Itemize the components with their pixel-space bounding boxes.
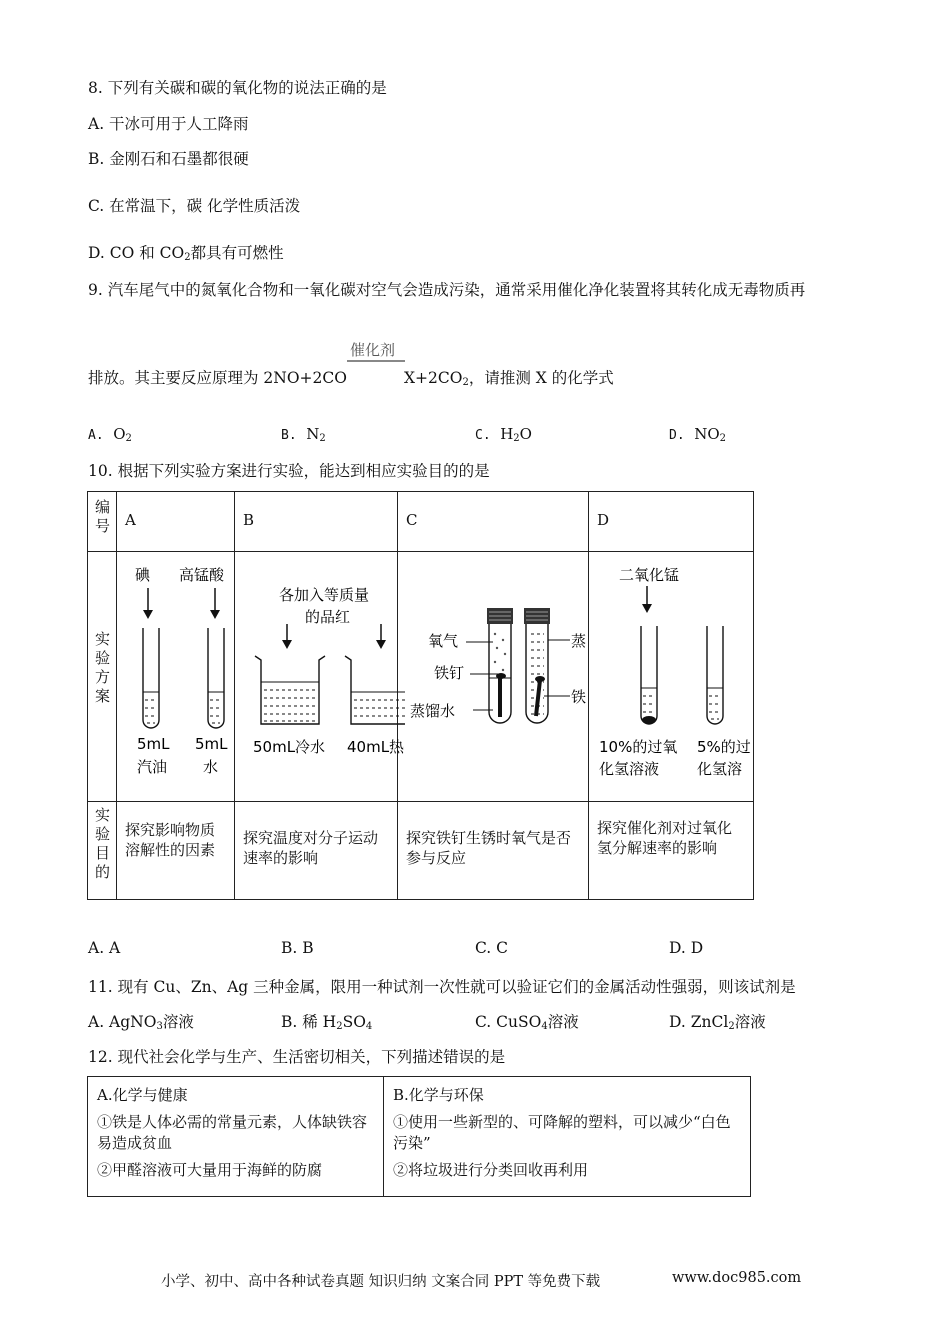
q9-option-a: A. $O_2$ [88,425,132,444]
q9-reaction-arrow-line [347,360,405,362]
fig-a-solvent-1: 汽油 [137,758,168,776]
q11-option-a: A. AgNO$_3$溶液 [88,1013,194,1032]
footer-text: 小学、初中、高中各种试卷真题 知识归纳 文案合同 PPT 等免费下载 [161,1274,601,1290]
q12-b-item-2: ②将垃圾进行分类回收再利用 [393,1161,589,1179]
figure-c-cell [398,552,589,802]
fig-a-label-iodine: 碘 [135,566,151,584]
q9-stem: 9. 汽车尾气中的氮氧化合物和一氧化碳对空气会造成污染，通常采用催化净化装置将其转化成无毒物质再 [88,281,806,299]
fig-a-label-permanganate: 高锰酸 [179,566,225,584]
q10-answer-b: B. B [281,939,314,957]
q10-answer-d: D. D [669,939,704,957]
header-cell-b: B [235,492,398,552]
figure-d-peroxide-tubes [589,552,753,801]
q10-experiment-table [87,491,754,900]
q12-a-item-1: ①铁是人体必需的常量元素，人体缺铁容易造成贫血 [97,1113,368,1152]
fig-a-volume-1: 5mL [137,735,170,753]
goal-cell-a: 探究影响物质溶解性的因素 [117,802,235,900]
fig-b-cold-water: 50mL冷水 [253,738,326,756]
fig-b-label-line2: 的品红 [305,608,351,626]
q12-b-item-1: ①使用一些新型的、可降解的塑料，可以减少“白色污染” [393,1113,731,1152]
header-cell-d: D [589,492,754,552]
q12-a-title: A.化学与健康 [97,1086,188,1104]
fig-b-label-line1: 各加入等质量 [279,586,370,604]
q12-cell-b [384,1077,751,1197]
q11-option-b: B. 稀 $H_2SO_4$ [281,1013,373,1032]
footer-site: www.doc985.com [672,1270,802,1286]
q10-answer-a: A. A [88,939,121,957]
fig-c-label-oxygen: 氧气 [428,632,459,650]
fig-d-label-mno2: 二氧化锰 [619,566,680,584]
fig-b-hot-water: 40mL热 [347,738,405,756]
q8-option-d: D. CO 和 $CO_2$都具有可燃性 [88,244,284,263]
q12-a-item-2: ②甲醛溶液可大量用于海鲜的防腐 [97,1161,323,1179]
fig-a-solvent-2: 水 [203,758,219,776]
q11-stem: 11. 现有 Cu、Zn、Ag 三种金属，限用一种试剂一次性就可以验证它们的金属活动性强弱，则该试剂是 [88,978,796,996]
fig-d-label-10pct-line2: 化氢溶液 [599,760,660,778]
q10-stem: 10. 根据下列实验方案进行实验，能达到相应实验目的的是 [88,462,490,480]
figure-a-cell [117,552,235,802]
q11-option-c: C. CuSO$_4$溶液 [475,1013,579,1032]
q9-option-c: C. $H_2O$ [475,425,532,444]
figure-a-iodine-test-tubes [117,552,234,801]
fig-c-label-right-bottom: 铁 [571,688,587,706]
fig-c-label-distilled-water: 蒸馏水 [410,702,456,720]
q8-stem: 8. 下列有关碳和碳的氧化物的说法正确的是 [88,79,387,97]
row-label-plan: 实验方案 [88,552,117,802]
fig-d-label-5pct-line1: 5%的过 [697,738,751,756]
q11-option-d: D. ZnCl$_2$溶液 [669,1013,766,1032]
fig-d-label-10pct-line1: 10%的过氧 [599,738,678,756]
q9-option-d: D. $NO_2$ [669,425,727,444]
fig-a-volume-2: 5mL [195,735,228,753]
q12-b-title: B.化学与环保 [393,1086,484,1104]
header-cell-number: 编号 [88,492,117,552]
row-label-goal: 实验目的 [88,802,117,900]
figure-b-beakers [235,552,405,801]
q9-equation-right: $X+2CO_2$，请推测 X 的化学式 [404,369,614,388]
goal-cell-c: 探究铁钉生锈时氧气是否参与反应 [398,802,589,900]
figure-d-cell [589,552,754,802]
q8-option-a: A. 干冰可用于人工降雨 [88,115,249,133]
fig-d-label-5pct-line2: 化氢溶 [697,760,743,778]
q8-option-c: C. 在常温下，碳 化学性质活泼 [88,197,301,215]
header-cell-a: A [117,492,235,552]
figure-c-iron-nail-tubes [398,552,588,801]
fig-c-label-right-top: 蒸 [571,632,587,650]
goal-cell-b: 探究温度对分子运动速率的影响 [235,802,398,900]
goal-cell-d: 探究催化剂对过氧化氢分解速率的影响 [589,802,754,900]
figure-b-cell [235,552,405,802]
q10-answer-c: C. C [475,939,509,957]
q9-option-b: B. $N_2$ [281,425,326,444]
q12-table [87,1076,751,1197]
fig-c-label-iron-nail: 铁钉 [434,664,465,682]
q8-option-b: B. 金刚石和石墨都很硬 [88,150,249,168]
q9-catalyst-label: 催化剂 [350,341,396,359]
header-cell-c: C [398,492,589,552]
q12-cell-a [88,1077,384,1197]
q12-stem: 12. 现代社会化学与生产、生活密切相关，下列描述错误的是 [88,1048,506,1066]
q9-equation-left: 排放。其主要反应原理为 2NO+2CO [88,369,347,387]
